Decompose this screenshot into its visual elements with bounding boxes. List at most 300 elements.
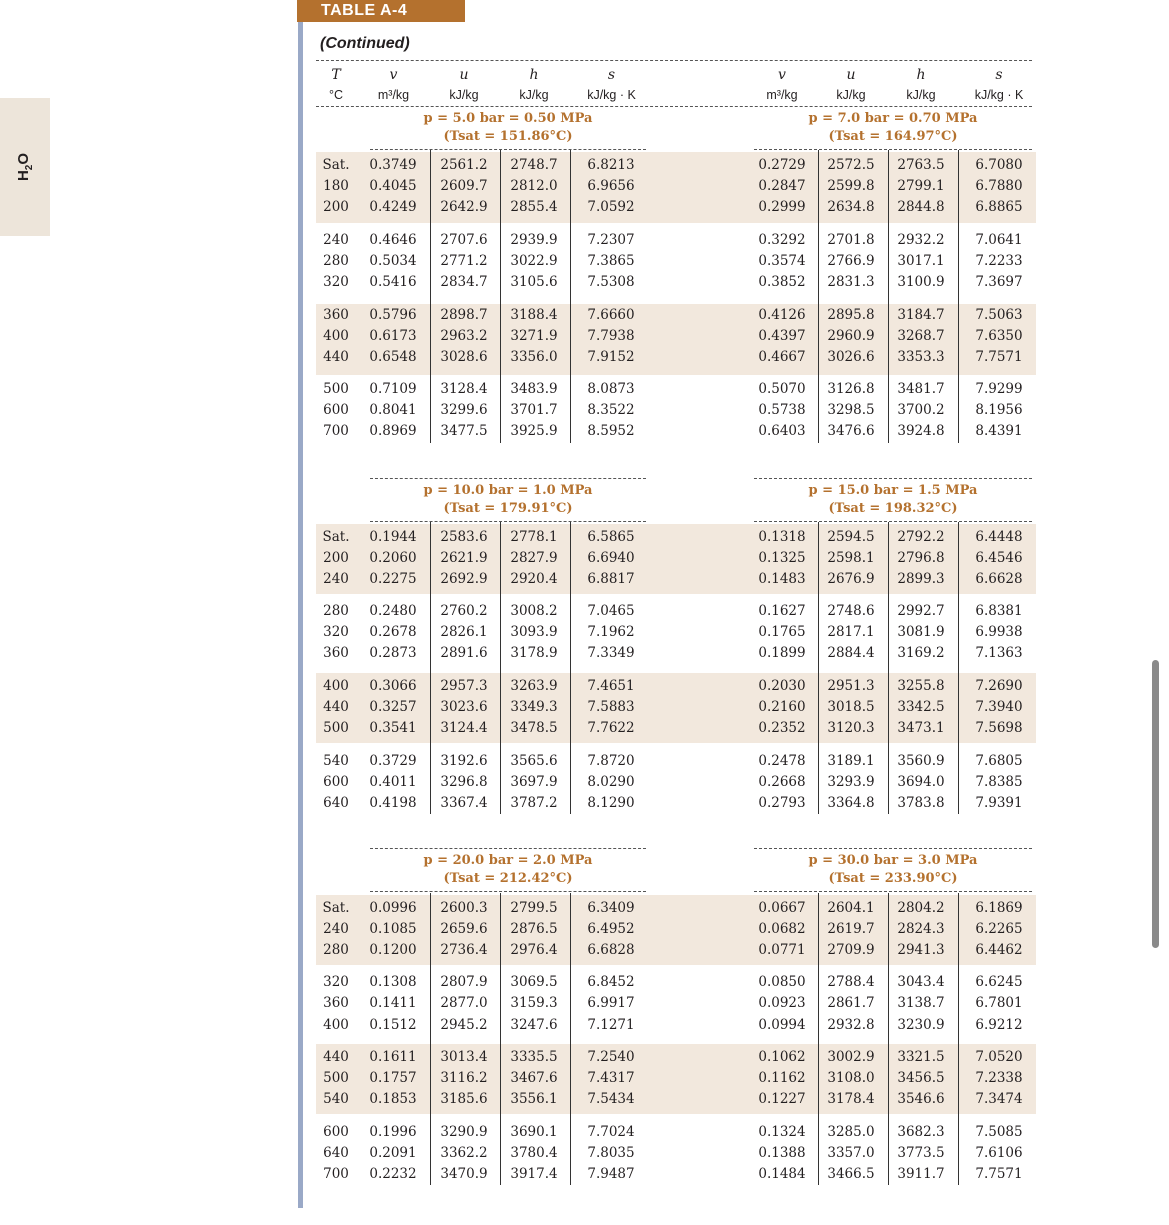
value-cell: 3353.3 — [897, 349, 945, 365]
value-cell: 3560.9 — [897, 753, 945, 769]
value-cell: 3477.5 — [440, 423, 488, 439]
value-cell: 6.8865 — [975, 199, 1023, 215]
value-cell: 3120.3 — [827, 720, 875, 736]
value-cell: 2844.8 — [897, 199, 945, 215]
column-header-unit: m³/kg — [766, 88, 798, 102]
value-cell: 6.9938 — [975, 624, 1023, 640]
value-cell: 3255.8 — [897, 678, 945, 694]
value-cell: 7.5434 — [587, 1091, 635, 1107]
value-cell: 6.9917 — [587, 995, 635, 1011]
value-cell: 2642.9 — [440, 199, 488, 215]
value-cell: 0.7109 — [369, 381, 417, 397]
value-cell: 3483.9 — [510, 381, 558, 397]
value-cell: 0.6403 — [758, 423, 806, 439]
value-cell: 3116.2 — [440, 1070, 488, 1086]
value-cell: 7.0520 — [975, 1049, 1023, 1065]
value-cell: 7.5883 — [587, 699, 635, 715]
value-cell: 0.2678 — [369, 624, 417, 640]
value-cell: 3013.4 — [440, 1049, 488, 1065]
value-cell: 8.1290 — [587, 795, 635, 811]
continued-label: (Continued) — [320, 35, 410, 52]
value-cell: 3105.6 — [510, 274, 558, 290]
value-cell: 3367.4 — [440, 795, 488, 811]
value-cell: 2707.6 — [440, 232, 488, 248]
value-cell: 7.7622 — [587, 720, 635, 736]
value-cell: 0.4397 — [758, 328, 806, 344]
column-header-unit: °C — [328, 88, 344, 102]
value-cell: 2891.6 — [440, 645, 488, 661]
value-cell: 0.1227 — [758, 1091, 806, 1107]
value-cell: 0.4045 — [369, 178, 417, 194]
value-cell: 2877.0 — [440, 995, 488, 1011]
pressure-bottom-rule — [370, 149, 646, 150]
value-cell: 2824.3 — [897, 921, 945, 937]
value-cell: 8.0873 — [587, 381, 635, 397]
value-cell: 7.9487 — [587, 1166, 635, 1182]
value-cell: 3028.6 — [440, 349, 488, 365]
value-cell: 6.4952 — [587, 921, 635, 937]
value-cell: 2621.9 — [440, 550, 488, 566]
value-cell: 2826.1 — [440, 624, 488, 640]
value-cell: 8.1956 — [975, 402, 1023, 418]
value-cell: 0.2232 — [369, 1166, 417, 1182]
pressure-bottom-rule — [754, 891, 1032, 892]
value-cell: 2692.9 — [440, 571, 488, 587]
value-cell: 6.8817 — [587, 571, 635, 587]
value-cell: 6.4462 — [975, 942, 1023, 958]
value-cell: 3321.5 — [897, 1049, 945, 1065]
value-cell: 7.7571 — [975, 1166, 1023, 1182]
table-title: TABLE A-4 — [297, 0, 465, 22]
temperature-cell: 500 — [323, 720, 349, 736]
value-cell: 3476.6 — [827, 423, 875, 439]
value-cell: 2960.9 — [827, 328, 875, 344]
value-cell: 0.4667 — [758, 349, 806, 365]
value-cell: 2760.2 — [440, 603, 488, 619]
temperature-cell: 360 — [323, 645, 349, 661]
value-cell: 7.2540 — [587, 1049, 635, 1065]
value-cell: 7.5308 — [587, 274, 635, 290]
value-cell: 0.2873 — [369, 645, 417, 661]
temperature-cell: 500 — [323, 381, 349, 397]
value-cell: 3017.1 — [897, 253, 945, 269]
value-cell: 2599.8 — [827, 178, 875, 194]
value-cell: 6.4546 — [975, 550, 1023, 566]
value-cell: 2604.1 — [827, 900, 875, 916]
value-cell: 0.3257 — [369, 699, 417, 715]
value-cell: 3184.7 — [897, 307, 945, 323]
column-header-var: u — [846, 67, 856, 83]
value-cell: 2778.1 — [510, 529, 558, 545]
value-cell: 6.6628 — [975, 571, 1023, 587]
value-cell: 0.8041 — [369, 402, 417, 418]
column-header-var: v — [778, 67, 786, 83]
value-cell: 2817.1 — [827, 624, 875, 640]
value-cell: 7.1363 — [975, 645, 1023, 661]
value-cell: 3188.4 — [510, 307, 558, 323]
value-cell: 0.1512 — [369, 1017, 417, 1033]
value-cell: 2583.6 — [440, 529, 488, 545]
value-cell: 0.3292 — [758, 232, 806, 248]
value-cell: 2600.3 — [440, 900, 488, 916]
value-cell: 0.1162 — [758, 1070, 806, 1086]
value-cell: 3069.5 — [510, 974, 558, 990]
value-cell: 7.9299 — [975, 381, 1023, 397]
temperature-cell: 640 — [323, 1145, 349, 1161]
value-cell: 3364.8 — [827, 795, 875, 811]
value-cell: 3924.8 — [897, 423, 945, 439]
value-cell: 2951.3 — [827, 678, 875, 694]
scrollbar[interactable] — [1152, 660, 1159, 948]
value-cell: 7.7571 — [975, 349, 1023, 365]
value-cell: 2831.3 — [827, 274, 875, 290]
temperature-cell: 280 — [323, 603, 349, 619]
temperature-cell: 640 — [323, 795, 349, 811]
value-cell: 6.8213 — [587, 157, 635, 173]
value-cell: 3357.0 — [827, 1145, 875, 1161]
temperature-cell: 600 — [323, 1124, 349, 1140]
value-cell: 0.3729 — [369, 753, 417, 769]
temperature-cell: 200 — [323, 550, 349, 566]
value-cell: 0.2091 — [369, 1145, 417, 1161]
value-cell: 0.1944 — [369, 529, 417, 545]
value-cell: 7.4651 — [587, 678, 635, 694]
value-cell: 3298.5 — [827, 402, 875, 418]
pressure-bottom-rule — [370, 521, 646, 522]
value-cell: 2634.8 — [827, 199, 875, 215]
value-cell: 3247.6 — [510, 1017, 558, 1033]
pressure-top-rule — [370, 478, 646, 479]
value-cell: 0.1200 — [369, 942, 417, 958]
value-cell: 2594.5 — [827, 529, 875, 545]
value-cell: 3108.0 — [827, 1070, 875, 1086]
value-cell: 7.4317 — [587, 1070, 635, 1086]
column-header-var: u — [459, 67, 469, 83]
value-cell: 7.7938 — [587, 328, 635, 344]
value-cell: 2799.1 — [897, 178, 945, 194]
value-cell: 7.6660 — [587, 307, 635, 323]
value-cell: 2920.4 — [510, 571, 558, 587]
value-cell: 3268.7 — [897, 328, 945, 344]
value-cell: 6.1869 — [975, 900, 1023, 916]
column-header-var: T — [331, 67, 341, 83]
value-cell: 3690.1 — [510, 1124, 558, 1140]
value-cell: 2884.4 — [827, 645, 875, 661]
value-cell: 2799.5 — [510, 900, 558, 916]
value-cell: 3783.8 — [897, 795, 945, 811]
value-cell: 2561.2 — [440, 157, 488, 173]
column-header-unit: kJ/kg — [449, 88, 479, 102]
value-cell: 0.6548 — [369, 349, 417, 365]
value-cell: 3126.8 — [827, 381, 875, 397]
value-cell: 2899.3 — [897, 571, 945, 587]
pressure-top-rule — [754, 848, 1032, 849]
value-cell: 6.7080 — [975, 157, 1023, 173]
value-cell: 2572.5 — [827, 157, 875, 173]
value-cell: 7.8720 — [587, 753, 635, 769]
value-cell: 3697.9 — [510, 774, 558, 790]
value-cell: 2898.7 — [440, 307, 488, 323]
value-cell: 3002.9 — [827, 1049, 875, 1065]
value-cell: 3299.6 — [440, 402, 488, 418]
value-cell: 7.9152 — [587, 349, 635, 365]
value-cell: 0.4011 — [369, 774, 417, 790]
value-cell: 3780.4 — [510, 1145, 558, 1161]
tsat-header-right: (Tsat = 198.32°C) — [828, 501, 958, 516]
temperature-cell: 200 — [323, 199, 349, 215]
value-cell: 2855.4 — [510, 199, 558, 215]
value-cell: 0.4249 — [369, 199, 417, 215]
value-cell: 0.2352 — [758, 720, 806, 736]
value-cell: 3093.9 — [510, 624, 558, 640]
value-cell: 2709.9 — [827, 942, 875, 958]
value-cell: 0.1324 — [758, 1124, 806, 1140]
temperature-cell: 280 — [323, 942, 349, 958]
value-cell: 3700.2 — [897, 402, 945, 418]
value-cell: 0.0996 — [369, 900, 417, 916]
value-cell: 3100.9 — [897, 274, 945, 290]
value-cell: 8.4391 — [975, 423, 1023, 439]
value-cell: 3467.6 — [510, 1070, 558, 1086]
value-cell: 2676.9 — [827, 571, 875, 587]
value-cell: 7.9391 — [975, 795, 1023, 811]
pressure-header-right: p = 7.0 bar = 0.70 MPa — [808, 111, 978, 126]
value-cell: 3565.6 — [510, 753, 558, 769]
value-cell: 2876.5 — [510, 921, 558, 937]
value-cell: 0.2668 — [758, 774, 806, 790]
value-cell: 3556.1 — [510, 1091, 558, 1107]
value-cell: 2834.7 — [440, 274, 488, 290]
value-cell: 0.2793 — [758, 795, 806, 811]
value-cell: 2771.2 — [440, 253, 488, 269]
value-cell: 3189.1 — [827, 753, 875, 769]
value-cell: 7.3940 — [975, 699, 1023, 715]
value-cell: 3694.0 — [897, 774, 945, 790]
value-cell: 6.6940 — [587, 550, 635, 566]
value-cell: 6.8452 — [587, 974, 635, 990]
value-cell: 3008.2 — [510, 603, 558, 619]
temperature-cell: 360 — [323, 995, 349, 1011]
value-cell: 0.1325 — [758, 550, 806, 566]
column-header-unit: kJ/kg — [519, 88, 549, 102]
side-substance-label: $H_2O$ — [15, 152, 35, 182]
value-cell: 2963.2 — [440, 328, 488, 344]
value-cell: 7.5085 — [975, 1124, 1023, 1140]
value-cell: 3124.4 — [440, 720, 488, 736]
temperature-cell: 280 — [323, 253, 349, 269]
value-cell: 0.3749 — [369, 157, 417, 173]
value-cell: 6.3409 — [587, 900, 635, 916]
value-cell: 3178.9 — [510, 645, 558, 661]
value-cell: 0.0682 — [758, 921, 806, 937]
value-cell: 7.1271 — [587, 1017, 635, 1033]
value-cell: 6.9656 — [587, 178, 635, 194]
temperature-cell: 600 — [323, 402, 349, 418]
value-cell: 2748.7 — [510, 157, 558, 173]
value-cell: 0.1318 — [758, 529, 806, 545]
value-cell: 0.2478 — [758, 753, 806, 769]
value-cell: 0.1627 — [758, 603, 806, 619]
value-cell: 7.7024 — [587, 1124, 635, 1140]
value-cell: 3185.6 — [440, 1091, 488, 1107]
value-cell: 2827.9 — [510, 550, 558, 566]
value-cell: 7.8035 — [587, 1145, 635, 1161]
temperature-cell: 180 — [323, 178, 349, 194]
value-cell: 3293.9 — [827, 774, 875, 790]
value-cell: 0.0994 — [758, 1017, 806, 1033]
value-cell: 2939.9 — [510, 232, 558, 248]
value-cell: 2932.8 — [827, 1017, 875, 1033]
value-cell: 0.5738 — [758, 402, 806, 418]
value-cell: 3917.4 — [510, 1166, 558, 1182]
value-cell: 3271.9 — [510, 328, 558, 344]
temperature-cell: 320 — [323, 274, 349, 290]
value-cell: 2932.2 — [897, 232, 945, 248]
value-cell: 2861.7 — [827, 995, 875, 1011]
value-cell: 3925.9 — [510, 423, 558, 439]
column-header-var: s — [995, 67, 1003, 83]
value-cell: 0.2275 — [369, 571, 417, 587]
value-cell: 3022.9 — [510, 253, 558, 269]
value-cell: 3787.2 — [510, 795, 558, 811]
value-cell: 6.6245 — [975, 974, 1023, 990]
value-cell: 0.5034 — [369, 253, 417, 269]
value-cell: 6.4448 — [975, 529, 1023, 545]
temperature-cell: 540 — [323, 753, 349, 769]
value-cell: 0.3066 — [369, 678, 417, 694]
value-cell: 2804.2 — [897, 900, 945, 916]
column-header-unit: kJ/kg · K — [587, 88, 636, 102]
value-cell: 2945.2 — [440, 1017, 488, 1033]
value-cell: 3466.5 — [827, 1166, 875, 1182]
value-cell: 3356.0 — [510, 349, 558, 365]
column-header-var: s — [607, 67, 616, 83]
value-cell: 3230.9 — [897, 1017, 945, 1033]
value-cell: 0.2160 — [758, 699, 806, 715]
value-cell: 0.1996 — [369, 1124, 417, 1140]
column-header-unit: kJ/kg · K — [974, 88, 1024, 102]
value-cell: 3349.3 — [510, 699, 558, 715]
value-cell: 3138.7 — [897, 995, 945, 1011]
value-cell: 2796.8 — [897, 550, 945, 566]
value-cell: 7.8385 — [975, 774, 1023, 790]
value-cell: 6.7880 — [975, 178, 1023, 194]
value-cell: 3546.6 — [897, 1091, 945, 1107]
value-cell: 6.8381 — [975, 603, 1023, 619]
column-header-var: h — [529, 67, 539, 83]
value-cell: 0.4126 — [758, 307, 806, 323]
value-cell: 2766.9 — [827, 253, 875, 269]
table-left-rule — [298, 0, 303, 1208]
value-cell: 2992.7 — [897, 603, 945, 619]
value-cell: 3296.8 — [440, 774, 488, 790]
value-cell: 2788.4 — [827, 974, 875, 990]
value-cell: 3192.6 — [440, 753, 488, 769]
value-cell: 7.3697 — [975, 274, 1023, 290]
value-cell: 0.1411 — [369, 995, 417, 1011]
value-cell: 3362.2 — [440, 1145, 488, 1161]
value-cell: 2807.9 — [440, 974, 488, 990]
value-cell: 7.2233 — [975, 253, 1023, 269]
temperature-cell: 440 — [323, 1049, 349, 1065]
value-cell: 8.0290 — [587, 774, 635, 790]
value-cell: 6.6828 — [587, 942, 635, 958]
column-header-var: h — [916, 67, 926, 83]
value-cell: 3018.5 — [827, 699, 875, 715]
value-cell: 0.0850 — [758, 974, 806, 990]
value-cell: 3682.3 — [897, 1124, 945, 1140]
value-cell: 3026.6 — [827, 349, 875, 365]
value-cell: 0.4646 — [369, 232, 417, 248]
value-cell: 3481.7 — [897, 381, 945, 397]
value-cell: 0.2847 — [758, 178, 806, 194]
value-cell: 3178.4 — [827, 1091, 875, 1107]
value-cell: 3701.7 — [510, 402, 558, 418]
value-cell: 0.4198 — [369, 795, 417, 811]
value-cell: 3773.5 — [897, 1145, 945, 1161]
value-cell: 0.5416 — [369, 274, 417, 290]
value-cell: 0.2480 — [369, 603, 417, 619]
value-cell: 2957.3 — [440, 678, 488, 694]
tsat-header-right: (Tsat = 164.97°C) — [828, 129, 958, 144]
value-cell: 3285.0 — [827, 1124, 875, 1140]
value-cell: 7.5063 — [975, 307, 1023, 323]
value-cell: 7.3474 — [975, 1091, 1023, 1107]
value-cell: 0.1757 — [369, 1070, 417, 1086]
value-cell: 3335.5 — [510, 1049, 558, 1065]
pressure-header-left: p = 10.0 bar = 1.0 MPa — [423, 483, 593, 498]
value-cell: 0.3574 — [758, 253, 806, 269]
tsat-header-left: (Tsat = 151.86°C) — [443, 129, 573, 144]
value-cell: 2609.7 — [440, 178, 488, 194]
value-cell: 0.1388 — [758, 1145, 806, 1161]
value-cell: 0.2729 — [758, 157, 806, 173]
value-cell: 0.5796 — [369, 307, 417, 323]
temperature-cell: 440 — [323, 349, 349, 365]
value-cell: 0.6173 — [369, 328, 417, 344]
pressure-header-left: p = 20.0 bar = 2.0 MPa — [423, 853, 593, 868]
value-cell: 8.3522 — [587, 402, 635, 418]
value-cell: 3342.5 — [897, 699, 945, 715]
temperature-cell: 400 — [323, 328, 349, 344]
value-cell: 7.6350 — [975, 328, 1023, 344]
value-cell: 0.2999 — [758, 199, 806, 215]
value-cell: 7.1962 — [587, 624, 635, 640]
temperature-cell: 320 — [323, 624, 349, 640]
value-cell: 0.3541 — [369, 720, 417, 736]
value-cell: 0.1484 — [758, 1166, 806, 1182]
value-cell: 7.0592 — [587, 199, 635, 215]
value-cell: 2792.2 — [897, 529, 945, 545]
value-cell: 3290.9 — [440, 1124, 488, 1140]
column-header-unit: kJ/kg — [906, 88, 936, 102]
value-cell: 6.5865 — [587, 529, 635, 545]
value-cell: 0.0923 — [758, 995, 806, 1011]
pressure-top-rule — [370, 848, 646, 849]
value-cell: 7.3349 — [587, 645, 635, 661]
header-top-rule — [316, 60, 1032, 61]
value-cell: 8.5952 — [587, 423, 635, 439]
value-cell: 3159.3 — [510, 995, 558, 1011]
value-cell: 7.6106 — [975, 1145, 1023, 1161]
tsat-header-left: (Tsat = 212.42°C) — [443, 871, 573, 886]
value-cell: 6.2265 — [975, 921, 1023, 937]
value-cell: 0.8969 — [369, 423, 417, 439]
value-cell: 3081.9 — [897, 624, 945, 640]
temperature-cell: 600 — [323, 774, 349, 790]
temperature-cell: 500 — [323, 1070, 349, 1086]
value-cell: 2763.5 — [897, 157, 945, 173]
